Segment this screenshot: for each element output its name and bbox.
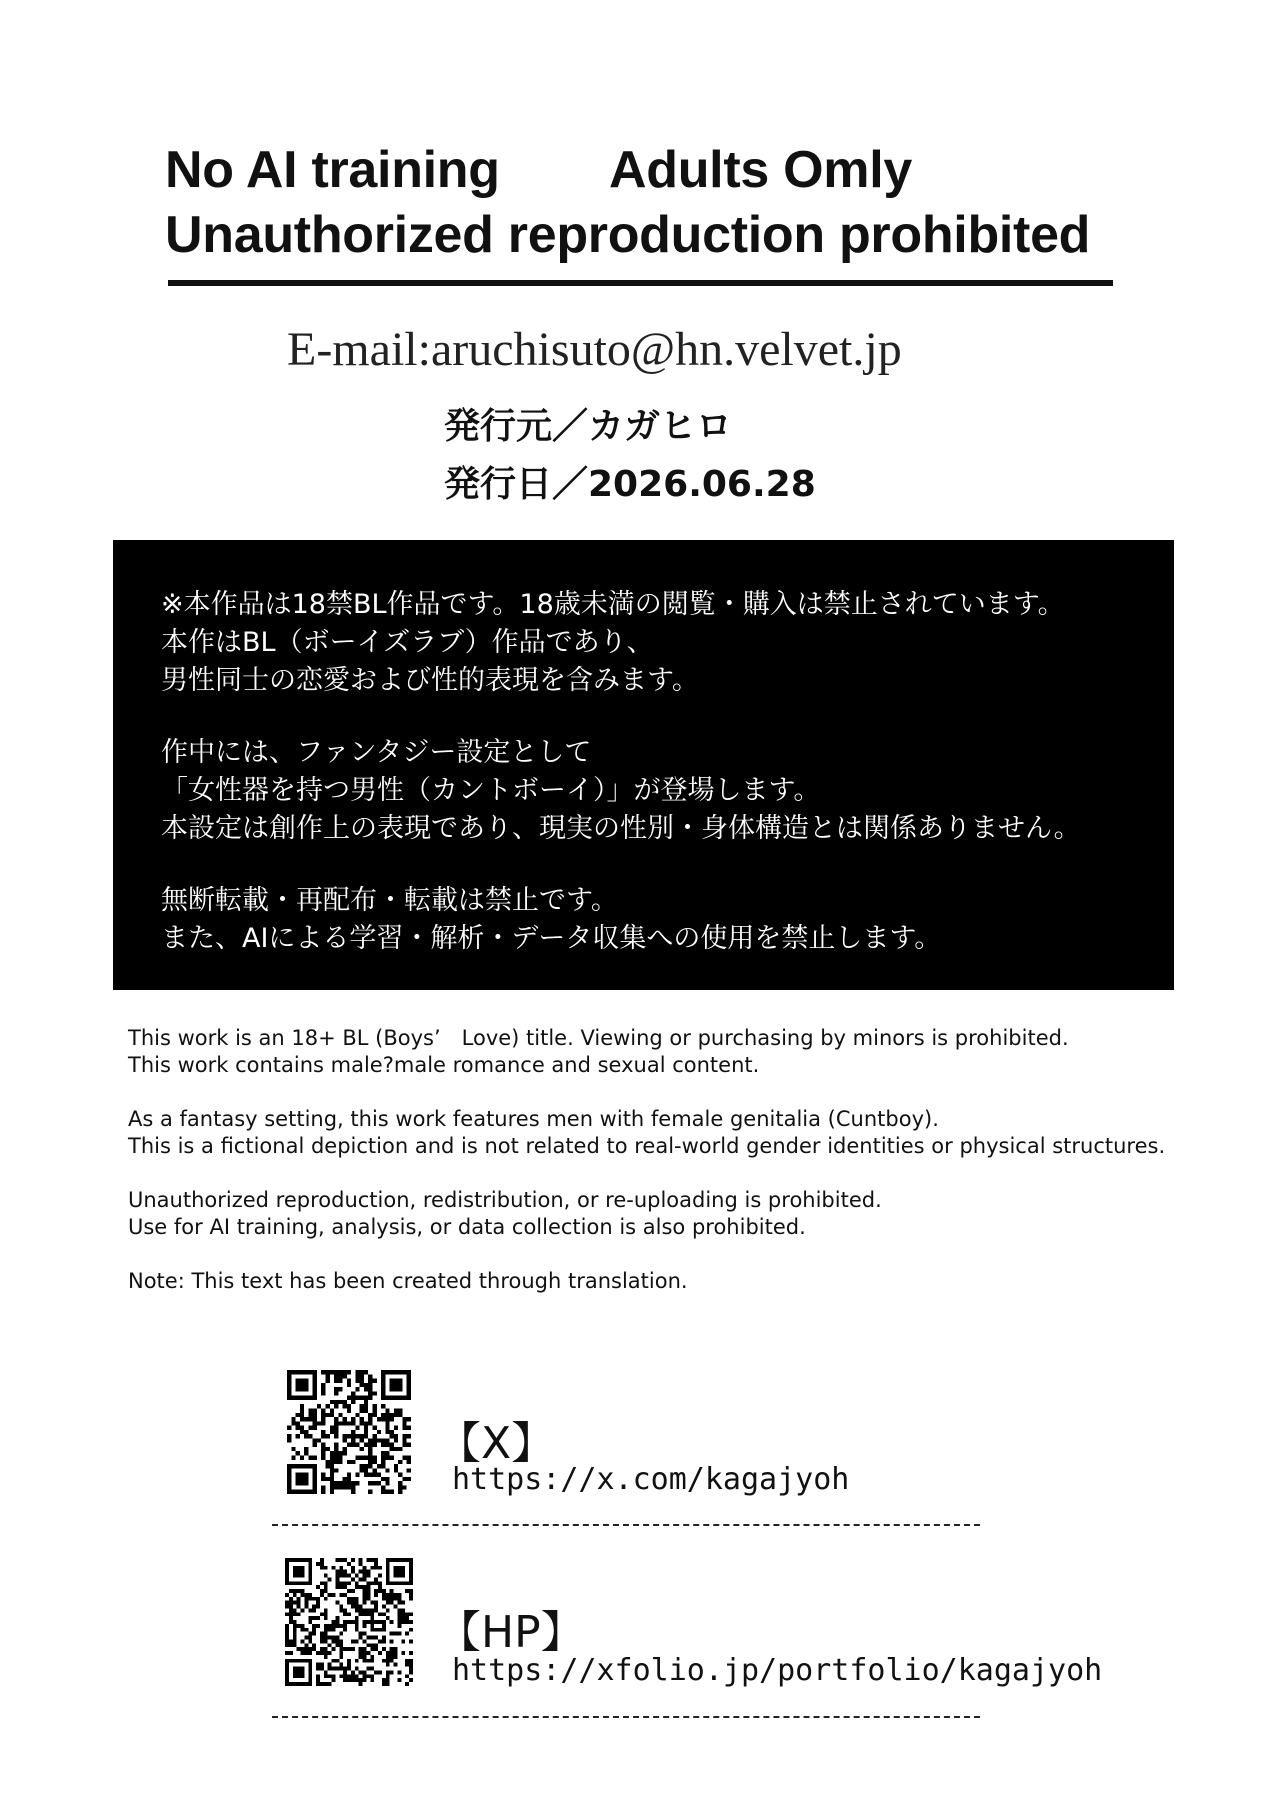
qr-code-icon[interactable]: [285, 1558, 413, 1686]
hp-link-url[interactable]: https://xfolio.jp/portfolio/kagajyoh: [452, 1653, 1103, 1688]
x-link-url[interactable]: https://x.com/kagajyoh: [452, 1462, 850, 1497]
header-no-ai-training: No AI training: [165, 141, 500, 199]
notice-en-line: As a fantasy setting, this work features men with female genitalia (Cuntboy).: [128, 1107, 939, 1131]
header-divider: [168, 280, 1113, 286]
notice-en-line: This work is an 18+ BL (Boys’ Love) title. Viewing or purchasing by minors is prohibited.: [128, 1026, 1069, 1050]
header-adults-only: Adults Omly: [609, 141, 912, 199]
dashed-divider: [272, 1716, 980, 1718]
notice-jp-line: ※本作品は18禁BL作品です。18歳未満の閲覧・購入は禁止されています。: [161, 589, 1065, 620]
header-unauthorized-reproduction: Unauthorized reproduction prohibited: [165, 206, 1091, 264]
notice-jp-line: 男性同士の恋愛および性的表現を含みます。: [161, 665, 699, 696]
notice-en-line: This work contains male?male romance and sexual content.: [128, 1053, 760, 1077]
notice-jp-line: 「女性器を持つ男性（カントボーイ）」が登場します。: [161, 775, 821, 806]
hp-link-label: 【HP】: [437, 1607, 585, 1658]
notice-jp-line: また、AIによる学習・解析・データ収集への使用を禁止します。: [161, 923, 942, 954]
issue-date-line: 発行日／2026.06.28: [444, 464, 816, 505]
notice-en-line: This is a fictional depiction and is not related to real-world gender identities or physical structures.: [128, 1134, 1166, 1158]
qr-code-icon[interactable]: [287, 1370, 411, 1494]
notice-jp-line: 作中には、ファンタジー設定として: [161, 737, 592, 768]
contact-email: E-mail:aruchisuto@hn.velvet.jp: [287, 323, 902, 376]
notice-en-line: Use for AI training, analysis, or data collection is also prohibited.: [128, 1215, 806, 1239]
notice-jp-line: 本作はBL（ボーイズラブ）作品であり、: [161, 627, 654, 658]
dashed-divider: [272, 1524, 980, 1526]
notice-jp-line: 本設定は創作上の表現であり、現実の性別・身体構造とは関係ありません。: [161, 813, 1081, 844]
x-link-label: 【X】: [437, 1418, 556, 1469]
notice-en-line: Note: This text has been created through translation.: [128, 1269, 688, 1293]
notice-en-line: Unauthorized reproduction, redistribution, or re-uploading is prohibited.: [128, 1188, 882, 1212]
publisher-line: 発行元／カガヒロ: [444, 406, 733, 447]
notice-jp-line: 無断転載・再配布・転載は禁止です。: [161, 885, 618, 916]
